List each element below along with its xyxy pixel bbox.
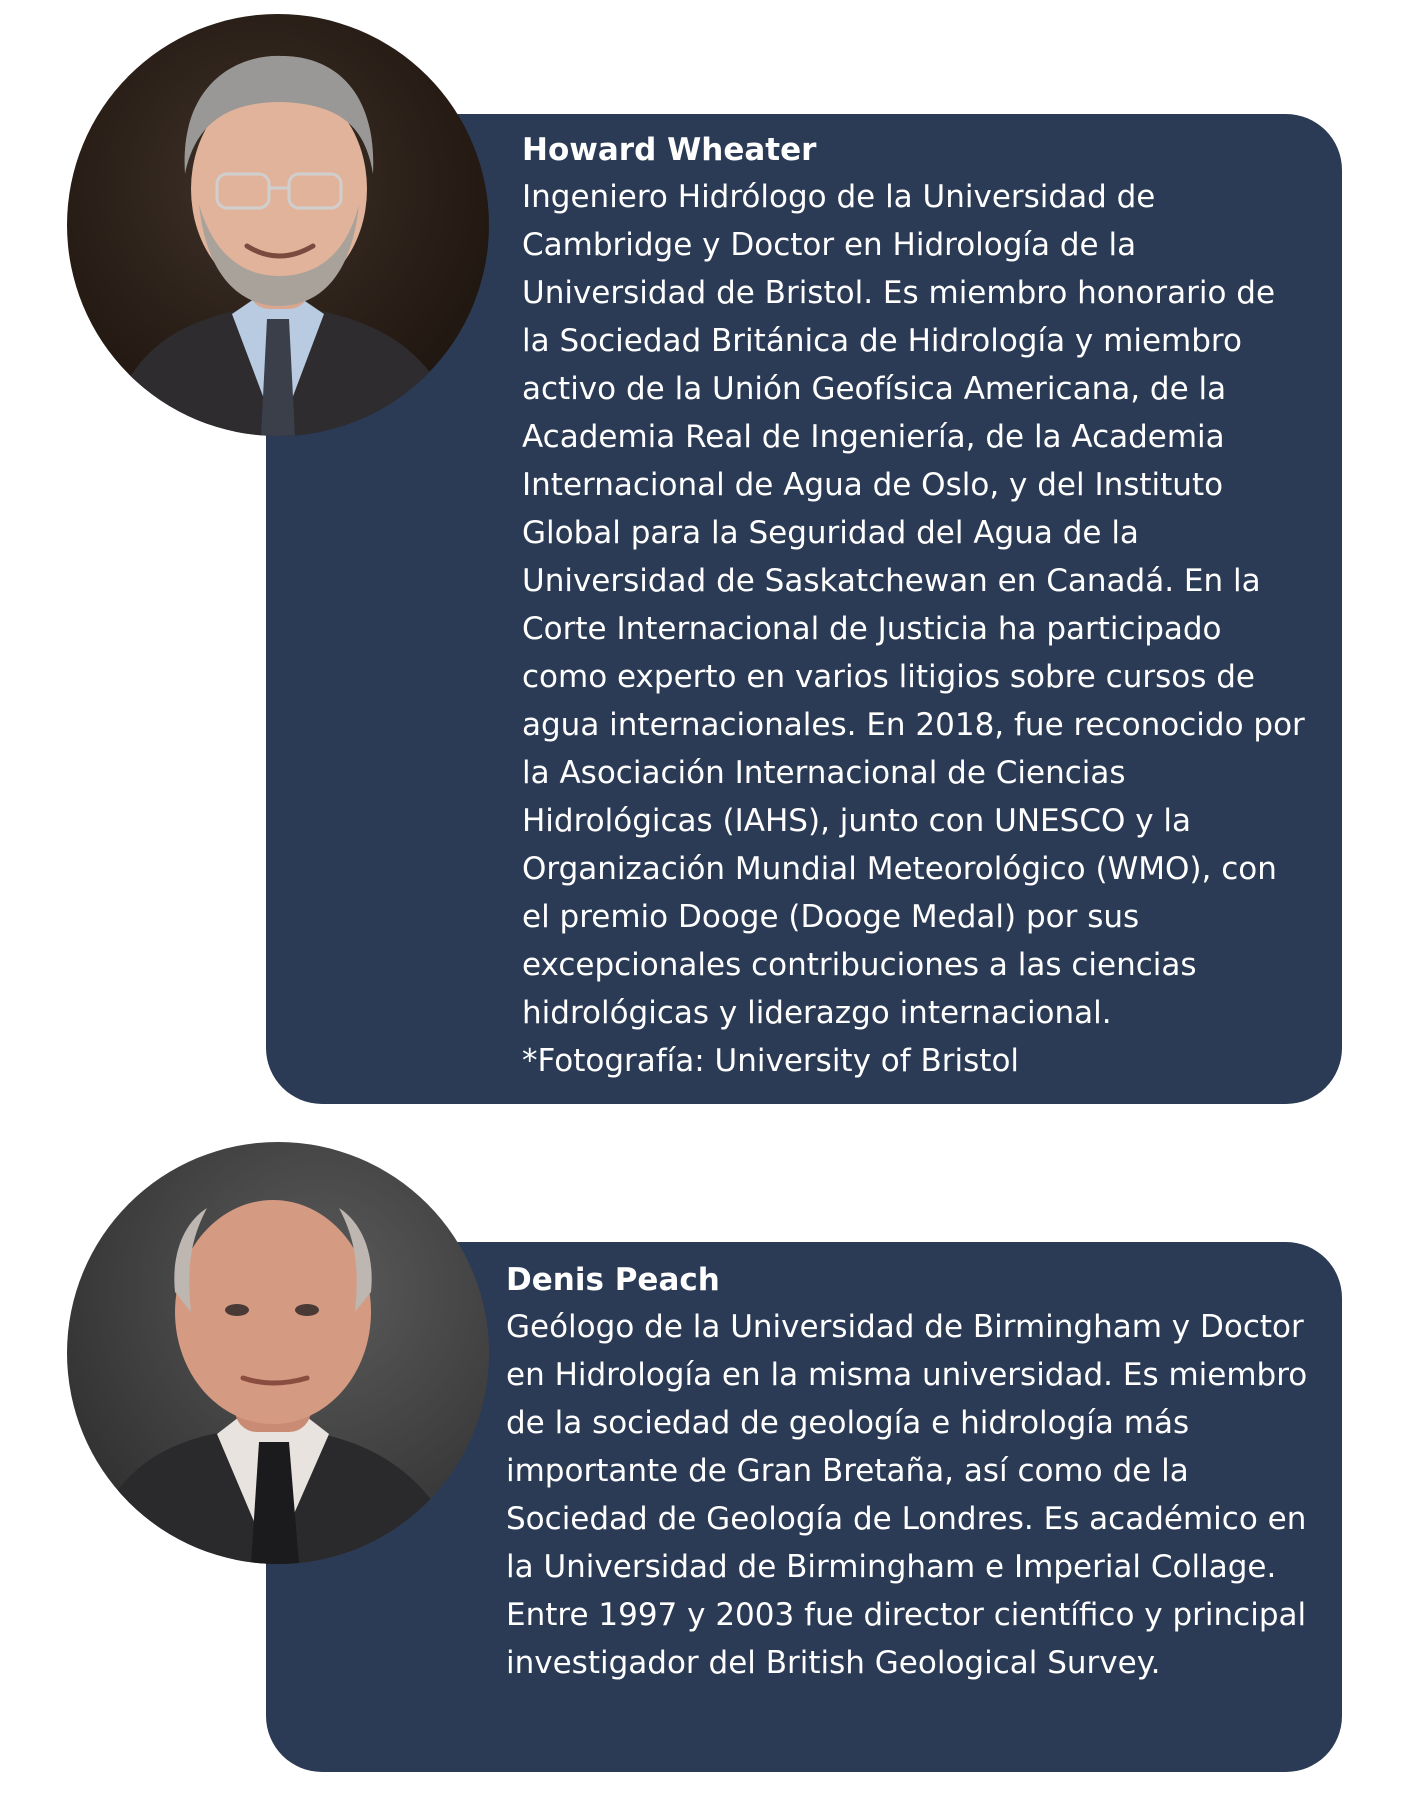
photo-credit: *Fotografía: University of Bristol <box>522 1042 1020 1079</box>
portrait-illustration <box>67 1142 489 1564</box>
profile-bio: Geólogo de la Universidad de Birmingham y Doctor en Hidrología en la misma universidad. Es miembro de la sociedad de geología e hidrología más importante de Gran Bretaña, así como de la Sociedad de Geología de Londres. Es académico en la Universidad de Birmingham e Imperial Collage. Entre 1997 y 2003 fue director científico y principal investigador del British Geological Survey. <box>506 1308 1308 1681</box>
profile-name: Denis Peach <box>506 1262 720 1298</box>
profile-bio: Ingeniero Hidrólogo de la Universidad de Cambridge y Doctor en Hidrología de la Universidad de Bristol. Es miembro honorario de la Sociedad Británica de Hidrología y miembro activo de la Unión Geofísica Americana, de la Academia Real de Ingeniería, de la Academia Internacional de Agua de Oslo, y del Instituto Global para la Seguridad del Agua de la Universidad de Saskatchewan en Canadá. En la Corte Internacional de Justicia ha participado como experto en varios litigios sobre cursos de agua internacionales. En 2018, fue reconocido por la Asociación Internacional de Ciencias Hidrológicas (IAHS), junto con UNESCO y la Organización Mundial Meteorológico (WMO), con el premio Dooge (Dooge Medal) por sus excepcionales contribuciones a las ciencias hidrológicas y liderazgo internacional. <box>522 178 1305 1031</box>
profile-name: Howard Wheater <box>522 132 817 168</box>
portrait-photo-howard-wheater <box>67 14 489 436</box>
portrait-illustration <box>67 14 489 436</box>
portrait-photo-denis-peach <box>67 1142 489 1564</box>
